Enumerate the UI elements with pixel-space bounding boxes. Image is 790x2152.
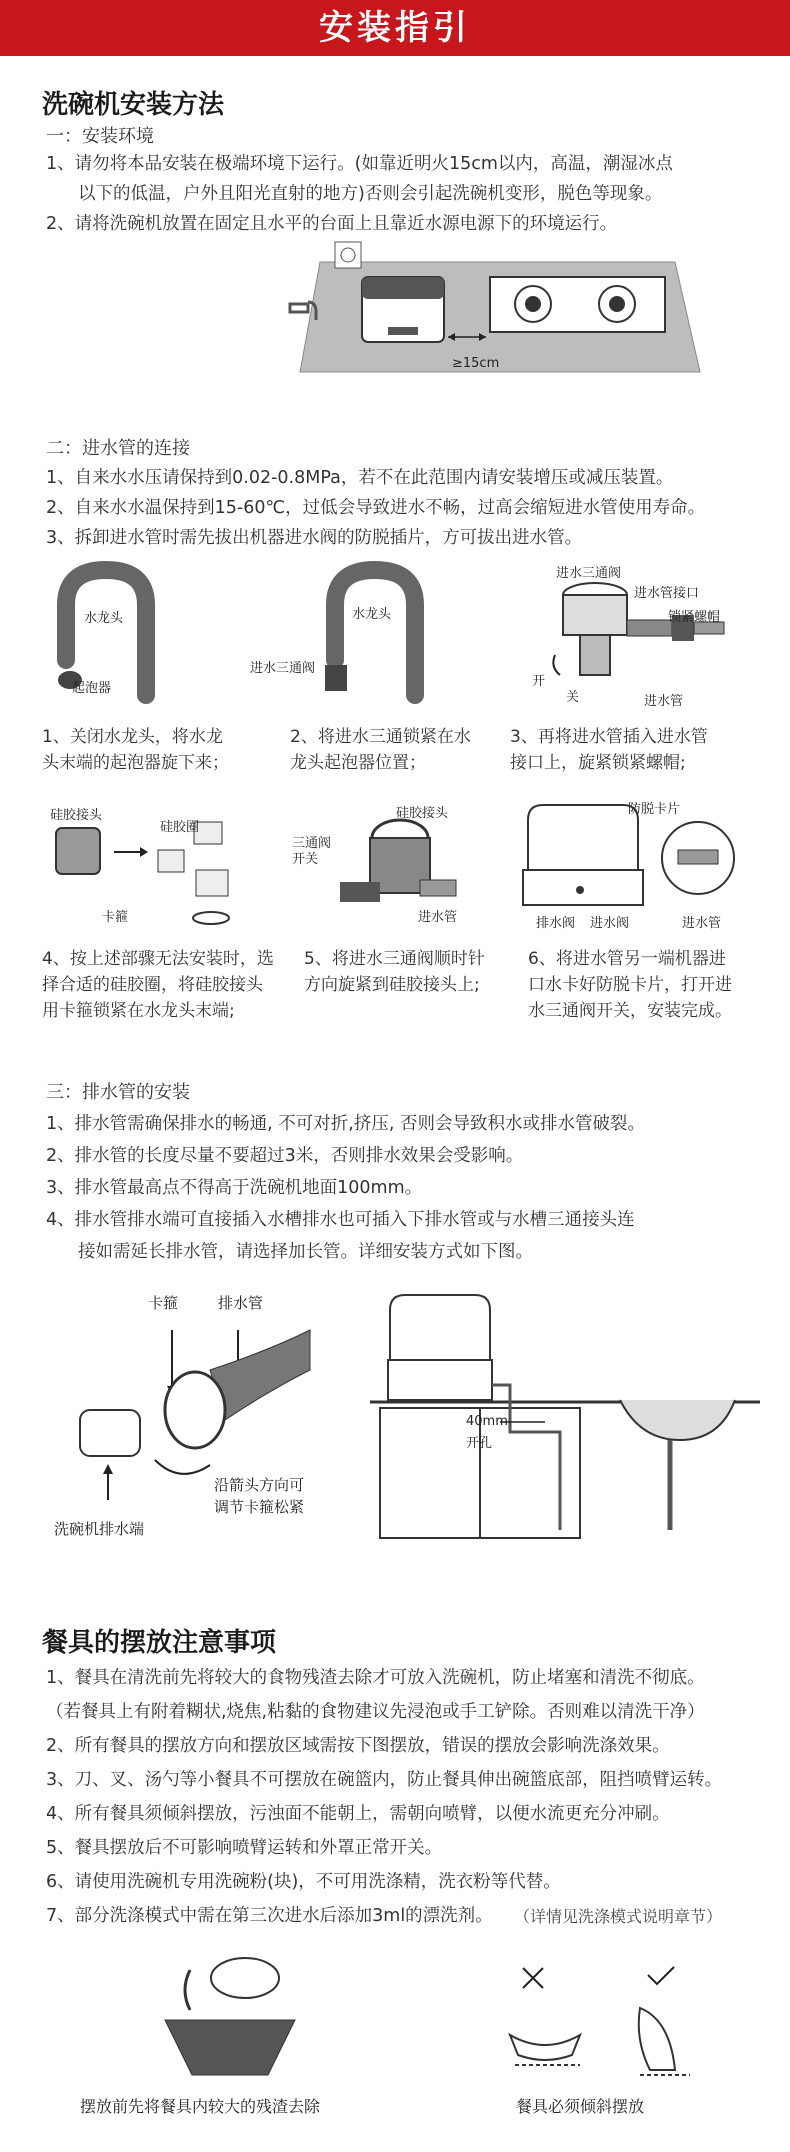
tableware-line-7-note: （详情见洗涤模式说明章节） [514, 1907, 723, 1926]
faucet-label-2: 水龙头 [352, 607, 392, 622]
ring-label: 硅胶圈 [160, 820, 200, 835]
env-line-1a: 1、请勿将本品安装在极端环境下运行。(如靠近明火15cm以内，高温，潮湿冰点 [46, 154, 673, 174]
scraping-illustration [150, 1950, 310, 2080]
tableware-line-7: 7、部分洗涤模式中需在第三次进水后添加3ml的漂洗剂。 [46, 1906, 493, 1926]
distance-label: ≥15cm [452, 356, 500, 371]
port-label: 进水管接口 [634, 586, 700, 601]
drain-line-2: 2、排水管的长度尽量不要超过3米，否则排水效果会受影响。 [46, 1146, 524, 1166]
tableware-line-1-note: （若餐具上有附着糊状,烧焦,粘黏的食物建议先浸泡或手工铲除。否则难以清洗干净） [46, 1702, 705, 1722]
inlet-line-1: 1、自来水水压请保持到0.02-0.8MPa，若不在此范围内请安装增压或减压装置。 [46, 468, 674, 488]
tableware-title: 餐具的摆放注意事项 [42, 1628, 277, 1658]
tableware-line-4: 4、所有餐具须倾斜摆放，污浊面不能朝上，需朝向喷臂，以便水流更充分冲刷。 [46, 1804, 670, 1824]
install-title: 洗碗机安装方法 [42, 90, 225, 120]
drain-hose-label: 排水管 [218, 1294, 264, 1312]
tableware-line-1: 1、餐具在清洗前先将较大的食物残渣去除才可放入洗碗机，防止堵塞和清洗不彻底。 [46, 1668, 705, 1688]
env-line-2: 2、请将洗碗机放置在固定且水平的台面上且靠近水源电源下的环境运行。 [46, 214, 618, 234]
drain-clamp-label: 卡箍 [148, 1294, 179, 1312]
open-label: 开 [532, 674, 546, 689]
valve-label-2: 进水三通阀 [250, 661, 316, 676]
cabinet-sink-illustration [370, 1290, 760, 1540]
drain-line-4a: 4、排水管排水端可直接插入水槽排水也可插入下排水管或与水槽三通接头连 [46, 1210, 635, 1230]
adjust-label-a: 沿箭头方向可 [214, 1476, 305, 1494]
correct-placement-icon [646, 1965, 676, 1987]
clamp-label: 卡箍 [102, 910, 129, 925]
drain-line-4b: 接如需延长排水管，请选择加长管。详细安装方式如下图。 [78, 1242, 533, 1262]
machine-inlet-illustration [518, 800, 748, 930]
nut-label: 锁紧螺帽 [668, 610, 721, 625]
inlet-line-2: 2、自来水水温保持到15-60℃，过低会导致进水不畅，过高会缩短进水管使用寿命。 [46, 498, 706, 518]
pipe-label-5: 进水管 [418, 910, 458, 925]
tableware-line-5: 5、餐具摆放后不可影响喷臂运转和外罩正常开关。 [46, 1838, 443, 1858]
faucet-label: 水龙头 [84, 611, 124, 626]
caption-scrape: 摆放前先将餐具内较大的残渣去除 [80, 2097, 321, 2116]
clip-label: 防脱卡片 [628, 802, 681, 817]
dish-tilted-illustration [630, 2000, 700, 2080]
wrong-placement-icon [520, 1965, 546, 1991]
valve-label-3: 进水三通阀 [556, 566, 622, 581]
joint-label-5: 硅胶接头 [396, 806, 449, 821]
step-2-caption: 2、将进水三通锁紧在水 龙头起泡器位置； [290, 727, 471, 773]
drain-line-1: 1、排水管需确保排水的畅通, 不可对折,挤压, 否则会导致积水或排水管破裂。 [46, 1114, 645, 1134]
faucet-valve-illustration [300, 565, 500, 705]
env-heading: 一：安装环境 [46, 126, 154, 147]
joint-label: 硅胶接头 [50, 808, 103, 823]
tableware-line-3: 3、刀、叉、汤勺等小餐具不可摆放在碗篮内，防止餐具伸出碗篮底部，阻挡喷臂运转。 [46, 1770, 723, 1790]
aerator-label: 起泡器 [72, 681, 112, 696]
drain-heading: 三：排水管的安装 [46, 1082, 190, 1103]
inlet-heading: 二：进水管的连接 [46, 438, 190, 459]
step-6-caption: 6、将进水管另一端机器进 口水卡好防脱卡片，打开进 水三通阀开关，安装完成。 [528, 949, 732, 1021]
adjust-label-b: 调节卡箍松紧 [214, 1498, 305, 1516]
hole-label-b: 开孔 [466, 1436, 493, 1451]
drain-valve-label: 排水阀 [536, 916, 576, 931]
inlet-valve-label: 进水阀 [590, 916, 630, 931]
hole-label-a: 40mm [466, 1414, 508, 1429]
outlet-label: 洗碗机排水端 [54, 1520, 145, 1538]
step-1-caption: 1、关闭水龙头，将水龙 头末端的起泡器旋下来； [42, 727, 229, 773]
env-line-1b: 以下的低温，户外且阳光直射的地方)否则会引起洗碗机变形，脱色等现象。 [78, 184, 663, 204]
caption-tilt: 餐具必须倾斜摆放 [516, 2097, 645, 2116]
page-banner: 安装指引 [0, 0, 790, 56]
tableware-line-2: 2、所有餐具的摆放方向和摆放区域需按下图摆放，错误的摆放会影响洗涤效果。 [46, 1736, 670, 1756]
step-4-caption: 4、按上述部骤无法安装时，选 择合适的硅胶圈，将硅胶接头 用卡箍锁紧在水龙头末端; [42, 949, 274, 1021]
close-label: 关 [566, 690, 580, 705]
valve-label-5b: 开关 [292, 852, 319, 867]
dish-flat-illustration [500, 2010, 590, 2070]
pipe-label-3: 进水管 [644, 694, 684, 709]
valve-label-5a: 三通阀 [292, 836, 332, 851]
inlet-line-3: 3、拆卸进水管时需先拔出机器进水阀的防脱插片，方可拔出进水管。 [46, 528, 583, 548]
step-3-caption: 3、再将进水管插入进水管 接口上，旋紧锁紧螺帽; [510, 727, 708, 773]
step-5-caption: 5、将进水三通阀顺时针 方向旋紧到硅胶接头上; [304, 949, 485, 995]
drain-line-3: 3、排水管最高点不得高于洗碗机地面100mm。 [46, 1178, 423, 1198]
tableware-line-6: 6、请使用洗碗机专用洗碗粉(块)，不可用洗涤精，洗衣粉等代替。 [46, 1872, 561, 1892]
pipe-label-6: 进水管 [682, 916, 722, 931]
